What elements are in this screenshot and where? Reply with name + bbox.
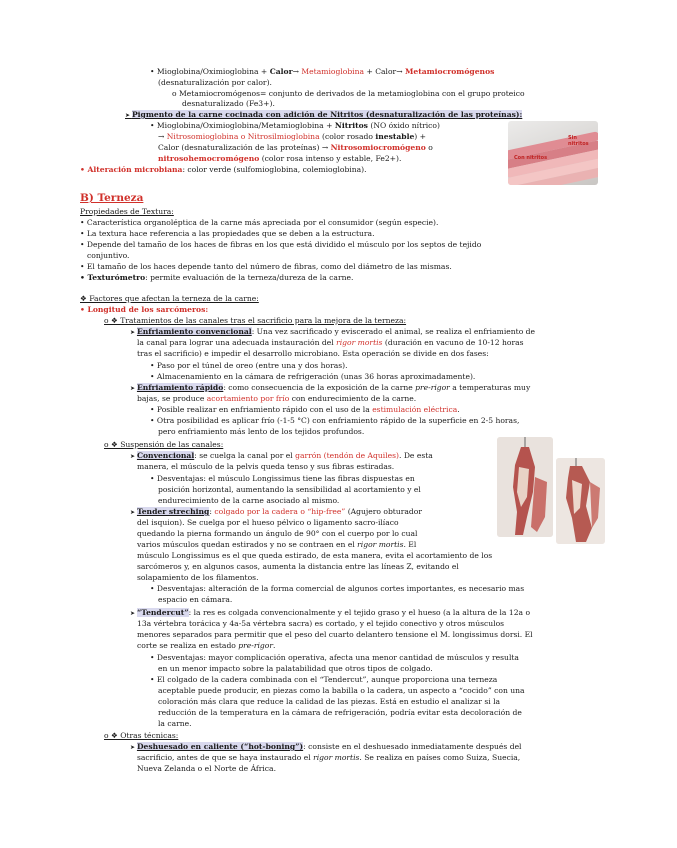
text-line: o Metamiocromógenos= conjunto de derivados de la metamioglobina con el grupo proteico — [172, 89, 525, 98]
carcass-photo-conventional — [497, 437, 553, 537]
text-line: corte se realiza en estado pre-rigor. — [137, 641, 276, 650]
text-line: • El colgado de la cadera combinada con el “Tendercut”, aunque proporciona una terneza — [150, 675, 498, 684]
text-line: pero enfriamiento más lento de los tejidos profundos. — [158, 427, 365, 436]
text-line: bajas, se produce acortamiento por frío con endurecimiento de la carne. — [137, 394, 417, 403]
text-line: • Otra posibilidad es aplicar frío (-1-5 °C) con enfriamiento rápido de la superficie en 2-5 horas, — [150, 416, 520, 425]
text-line: en un menor impacto sobre la palatabilidad que otros tipos de colgado. — [158, 664, 433, 673]
text-line: • Posible realizar en enfriamiento rápido con el uso de la estimulación eléctrica. — [150, 405, 460, 414]
text-line: Nueva Zelanda o el Norte de África. — [137, 764, 276, 773]
text-line: → Nitrosomioglobina o Nitrosilmioglobina (color rosado inestable) + — [158, 132, 427, 141]
sausages-photo — [508, 121, 598, 185]
text-line: aceptable puede producir, en piezas como la babilla o la cadera, un aspecto a “cocido” con una — [158, 686, 525, 695]
text-line: • El tamaño de los haces depende tanto del número de fibras, como del diámetro de las mismas. — [80, 262, 452, 271]
text-line: conjuntivo. — [87, 251, 130, 260]
enfriamiento-convencional: ➤ Enfriamiento convencional: Una vez sacrificado y eviscerado el animal, se realiza el enfriamiento de — [130, 327, 536, 336]
sausage-label-sin: Sin nitritos — [568, 135, 589, 147]
text-line: (desnaturalización por calor). — [158, 78, 272, 87]
text-line: la carne. — [158, 719, 192, 728]
text-line: • La textura hace referencia a las propiedades que se deben a la estructura. — [80, 229, 375, 238]
text-line: posición horizontal, aumentando la sensibilidad al acortamiento y el — [158, 485, 421, 494]
tender-streching: ➤ Tender streching: colgado por la cadera o “hip-free” (Agujero obturador — [130, 507, 422, 516]
text-line: Calor (desnaturalización de las proteínas) → Nitrosomiocromógeno o — [158, 143, 433, 152]
line-mioglobina-calor: • Mioglobina/Oximioglobina + Calor→ Metamioglobina + Calor→ Metamiocromógenos — [150, 67, 495, 76]
text-line: coloración más clara que reduce la calidad de las piezas. Está en estudio el analizar si la — [158, 697, 501, 706]
text-line: • Texturómetro: permite evaluación de la terneza/dureza de la carne. — [80, 273, 354, 282]
carcass-hip-illustration — [556, 458, 605, 544]
suspension-convencional: ➤ Convencional: se cuelga la canal por el garrón (tendón de Aquiles). De esta — [130, 451, 433, 460]
text-line: • Mioglobina/Oximioglobina/Metamioglobina + Nitritos (NO óxido nítrico) — [150, 121, 440, 130]
hot-boning: ➤ Deshuesado en caliente (“hot-boning”): consiste en el deshuesado inmediatamente después del — [130, 742, 522, 751]
text-line: la canal para lograr una adecuada instauración del rigor mortis (duración en vacuno de 10-12 horas — [137, 338, 524, 347]
sausage-label-con: Con nitritos — [514, 155, 548, 161]
text-line: reducción de la temperatura en la cámara de refrigeración, podría evitar esta decoloración de — [158, 708, 522, 717]
text-line: quedando la pierna formando un ángulo de 90° con el cuerpo por lo cual — [137, 529, 418, 538]
text-line: manera, el músculo de la pelvis queda tenso y sus fibras estiradas. — [137, 462, 395, 471]
enfriamiento-rapido: ➤ Enfriamiento rápido: como consecuencia de la exposición de la carne pre-rigor a temperaturas muy — [130, 383, 531, 392]
carcass-photo-hip-free — [556, 458, 605, 544]
text-line: • Desventajas: el músculo Longissimus tiene las fibras dispuestas en — [150, 474, 415, 483]
tendercut: ➤ “Tendercut”: la res es colgada convencionalmente y el tejido graso y el hueso (a la altura de la 12a o — [130, 608, 531, 617]
props-title: Propiedades de Textura: — [80, 207, 174, 216]
otras-tecnicas-heading: o ❖ Otras técnicas: — [104, 731, 179, 740]
text-line: varios músculos quedan estirados y no se contraen en el rigor mortis. El — [137, 540, 417, 549]
text-line: espacio en cámara. — [158, 595, 233, 604]
text-line: sacrificio, antes de que se haya instaurado el rigor mortis. Se realiza en países como Suiza, Suecia, — [137, 753, 521, 762]
text-line: desnaturalizado (Fe3+). — [182, 99, 275, 108]
text-line: • Desventajas: alteración de la forma comercial de algunos cortes importantes, es necesario mas — [150, 584, 525, 593]
section-title-terneza: B) Terneza — [80, 192, 144, 204]
text-line: • Paso por el túnel de oreo (entre una y dos horas). — [150, 361, 348, 370]
pigmento-nitritos-heading: ➤ Pigmento de la carne cocinada con adición de Nitritos (desnaturalización de las proteínas): — [125, 110, 523, 119]
text-line: menores separados para permitir que el peso del cuarto delantero tensione el M. longissimus dorsi. El — [137, 630, 533, 639]
text-line: • Depende del tamaño de los haces de fibras en los que está dividido el músculo por los septos de tejido — [80, 240, 482, 249]
sausages-illustration — [508, 121, 598, 185]
text-line: músculo Longissimus es el que queda estirado, de esta manera, evita el acortamiento de los — [137, 551, 493, 560]
text-line: sarcómeros y, en algunos casos, aumenta la distancia entre las líneas Z, evitando el — [137, 562, 459, 571]
suspension-heading: o ❖ Suspensión de las canales: — [104, 440, 224, 449]
text-line: endurecimiento de la carne asociado al mismo. — [158, 496, 340, 505]
text-line: solapamiento de los filamentos. — [137, 573, 259, 582]
alteracion-microbiana: • Alteración microbiana: color verde (sulfomioglobina, colemioglobina). — [80, 165, 367, 174]
text-line: • Desventajas: mayor complicación operativa, afecta una menor cantidad de músculos y resulta — [150, 653, 519, 662]
longitud-sarcomeros: • Longitud de los sarcómeros: — [80, 305, 209, 314]
text-line: nitrosohemocromógeno (color rosa intenso y estable, Fe2+). — [158, 154, 402, 163]
text-line: tras el sacrificio) e impedir el desarrollo microbiano. Esta operación se divide en dos fases: — [137, 349, 489, 358]
text-line: • Característica organoléptica de la carne más apreciada por el consumidor (según especie). — [80, 218, 439, 227]
carcass-illustration — [497, 437, 553, 537]
text-line: • Almacenamiento en la cámara de refrigeración (unas 36 horas aproximadamente). — [150, 372, 476, 381]
factores-heading: ❖ Factores que afectan la terneza de la carne: — [80, 294, 259, 303]
text-line: del isquion). Se cuelga por el hueso pélvico o ligamento sacro-ilíaco — [137, 518, 399, 527]
text-line: 13a vértebra torácica y 4a-5a vértebra sacra) es cortado, y el tejido conectivo y otros músculos — [137, 619, 505, 628]
tratamientos-heading: o ❖ Tratamientos de las canales tras el sacrificio para la mejora de la terneza: — [104, 316, 407, 325]
